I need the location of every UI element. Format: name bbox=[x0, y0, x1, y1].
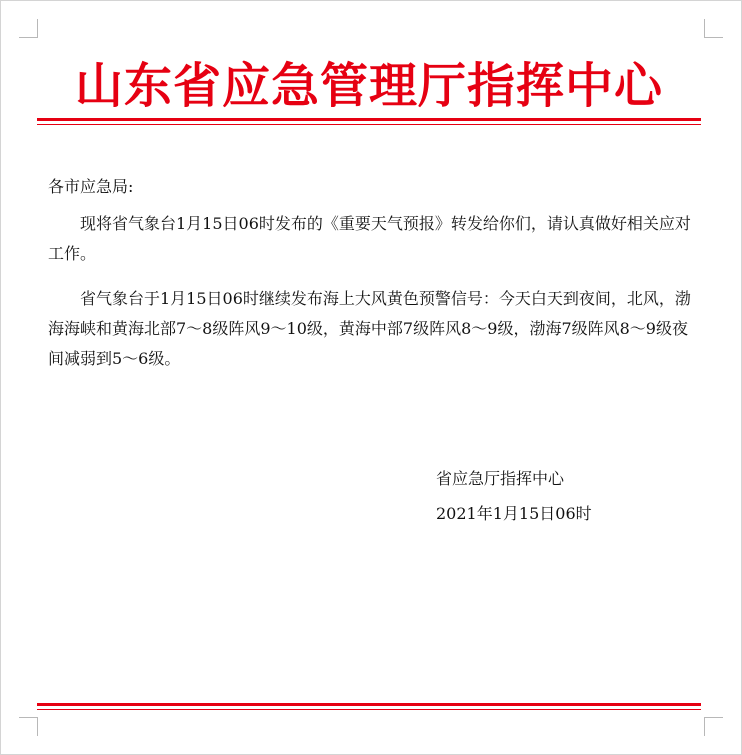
crop-mark-bottom-right bbox=[704, 717, 723, 736]
footer-rule-thick bbox=[37, 703, 701, 706]
header-rule-thin bbox=[37, 124, 701, 125]
document-header-title: 山东省应急管理厅指挥中心 bbox=[74, 58, 663, 114]
salutation: 各市应急局: bbox=[48, 177, 134, 196]
crop-mark-top-left bbox=[19, 19, 38, 38]
signature-date: 2021年1月15日06时 bbox=[436, 504, 592, 523]
crop-mark-bottom-left bbox=[19, 717, 38, 736]
crop-mark-top-right bbox=[704, 19, 723, 38]
body-paragraph-1: 现将省气象台1月15日06时发布的《重要天气预报》转发给你们，请认真做好相关应对工作。 bbox=[48, 214, 691, 263]
signature-organization: 省应急厅指挥中心 bbox=[436, 469, 565, 488]
footer-rule-thin bbox=[37, 709, 701, 710]
body-paragraph-2: 省气象台于1月15日06时继续发布海上大风黄色预警信号：今天白天到夜间，北风，渤海海峡和黄海北部7～8级阵风9～10级，黄海中部7级阵风8～9级，渤海7级阵风8～9级夜间减弱到5～6级。 bbox=[48, 289, 691, 368]
header-rule-thick bbox=[37, 118, 701, 121]
